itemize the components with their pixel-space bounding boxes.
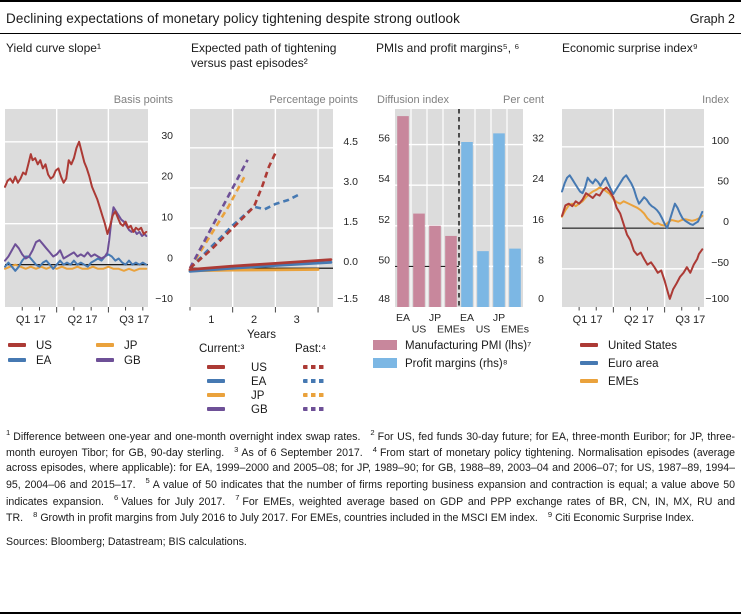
svg-text:3: 3	[293, 314, 300, 326]
footnote-7: $^7$ For EMEs, weighted average based on GDP and PPP exchange rates of BR, CN, IN, MX, RU and TR.	[6, 493, 735, 525]
ea-solid-swatch	[207, 379, 225, 382]
pmi-margins-chart	[370, 109, 556, 335]
svg-text:48: 48	[378, 293, 390, 305]
page-title: Declining expectations of monetary policy tightening despite strong outlook	[6, 11, 461, 26]
svg-text:EMEs: EMEs	[500, 323, 530, 335]
legend-item-margins: Profit margins (rhs)⁸	[373, 358, 556, 376]
legend-item-united-states: United States	[580, 340, 741, 358]
sources: Sources: Bloomberg; Datastream; BIS calculations.	[6, 535, 247, 548]
legend-item-gb: GB	[96, 355, 185, 367]
footnote-8: $^8$ Growth in profit margins from July 2016 to July 2017. For EMEs, countries included in the MSCI EM index.	[33, 509, 538, 525]
svg-text:30: 30	[161, 129, 173, 142]
svg-text:Q2 17: Q2 17	[67, 314, 98, 326]
svg-text:56: 56	[378, 132, 390, 145]
svg-text:US: US	[475, 323, 491, 335]
legend-item-euro-area: Euro area	[580, 358, 741, 376]
svg-text:54: 54	[378, 173, 390, 186]
footnote-1: $^1$ Difference between one-year and one-month overnight index swap rates.	[6, 428, 361, 443]
legend-row-label-jp: JP	[251, 390, 265, 402]
svg-text:0.0: 0.0	[343, 256, 358, 269]
jp-dashed-swatch-cell	[295, 390, 351, 402]
euro-line-swatch	[580, 361, 598, 364]
legend-item-emes: EMEs	[580, 376, 741, 394]
legend-pmi-margins	[370, 340, 556, 376]
svg-text:JP: JP	[492, 312, 506, 324]
unit-label-right: Index	[702, 94, 729, 106]
svg-text:−100: −100	[705, 293, 729, 305]
us-dashed-swatch-cell	[295, 362, 351, 374]
us-solid-swatch-cell	[199, 362, 251, 374]
svg-text:Q2 17: Q2 17	[624, 314, 654, 326]
us-line-swatch	[580, 343, 598, 346]
svg-text:10: 10	[161, 211, 173, 224]
unit-label-right: Basis points	[113, 94, 173, 106]
legend-row-label-ea: EA	[251, 376, 267, 388]
us-dashed-swatch	[303, 365, 324, 368]
legend-yield-curve	[0, 340, 185, 367]
legend-header-past: Past:⁴	[295, 343, 327, 355]
footnote-3: $^3$ As of 6 September 2017.	[234, 444, 363, 460]
panel-title: Yield curve slope¹	[6, 41, 101, 55]
yield-curve-chart	[0, 109, 185, 335]
svg-text:32: 32	[532, 132, 544, 145]
gb-line-swatch	[96, 358, 114, 361]
svg-text:16: 16	[532, 213, 544, 226]
title-bar	[0, 2, 741, 34]
ea-line-swatch	[8, 358, 26, 361]
gb-dashed-swatch	[303, 407, 324, 410]
panel-title: Economic surprise index⁹	[562, 41, 698, 55]
footnote-4: $^4$ From start of monetary policy tightening. Normalisation episodes (average across episodes, where applicable): for EA, 1999–2000 and 2005–08; for JP, 1989–90; for GB, 1988–89, 2003–04 and 2006–07; for US, 1987–89, 1994–95, 2004–06 and 2015–17.	[6, 444, 735, 492]
svg-text:Q1 17: Q1 17	[15, 314, 46, 326]
expected-path-chart	[185, 109, 370, 335]
svg-text:−10: −10	[155, 293, 173, 305]
ea-solid-swatch-cell	[199, 376, 251, 388]
graph-number-label: Graph 2	[689, 12, 735, 26]
svg-text:−50: −50	[711, 256, 729, 269]
svg-text:Q3 17: Q3 17	[675, 314, 706, 326]
ea-dashed-swatch-cell	[295, 376, 351, 388]
unit-label-right: Percentage points	[269, 94, 358, 106]
svg-text:0: 0	[723, 216, 729, 229]
legend-item-jp: JP	[96, 340, 185, 352]
legend-row-label-gb: GB	[251, 404, 268, 416]
panel-title: PMIs and profit margins⁵, ⁶	[376, 41, 520, 55]
legend-header-current: Current:³	[199, 343, 245, 355]
footnotes	[6, 428, 735, 527]
svg-text:2: 2	[250, 314, 258, 326]
svg-text:EA: EA	[395, 312, 411, 324]
svg-text:8: 8	[538, 254, 544, 267]
svg-text:50: 50	[378, 254, 390, 267]
svg-text:EA: EA	[459, 312, 475, 324]
svg-text:Q1 17: Q1 17	[572, 314, 603, 326]
legend-item-us: US	[8, 340, 96, 352]
svg-text:24: 24	[532, 173, 544, 186]
svg-text:JP: JP	[428, 312, 442, 324]
legend-row-label-us: US	[251, 362, 267, 374]
legend-item-pmi: Manufacturing PMI (lhs)⁷	[373, 340, 556, 358]
unit-label-right: Per cent	[503, 94, 544, 106]
legend-current-past	[199, 343, 370, 416]
panel-title: Expected path of tightening versus past episodes²	[191, 41, 337, 71]
svg-text:20: 20	[161, 170, 173, 183]
svg-text:1.5: 1.5	[343, 216, 358, 229]
jp-solid-swatch	[207, 393, 225, 396]
panel-yield-curve-slope	[0, 41, 185, 416]
pmi-bar-swatch	[373, 340, 397, 350]
svg-text:100: 100	[711, 134, 729, 147]
svg-text:1: 1	[208, 314, 215, 326]
emes-line-swatch	[580, 379, 598, 382]
svg-text:50: 50	[717, 175, 729, 188]
unit-label-left: Diffusion index	[377, 94, 449, 106]
panel-pmi-profit-margins	[370, 41, 556, 416]
gb-solid-swatch	[207, 407, 225, 410]
gb-solid-swatch-cell	[199, 404, 251, 416]
svg-text:3.0: 3.0	[343, 175, 358, 188]
jp-line-swatch	[96, 343, 114, 346]
jp-solid-swatch-cell	[199, 390, 251, 402]
surprise-index-chart	[556, 109, 741, 335]
x-axis-title-years: Years	[247, 329, 276, 341]
footnote-5: $^5$ A value of 50 indicates that the number of firms reporting business expansion and contraction is equal; a value above 50 indicates expansion.	[6, 476, 735, 508]
svg-text:−1.5: −1.5	[337, 293, 358, 305]
legend-item-ea: EA	[8, 355, 96, 367]
legend-surprise	[556, 340, 741, 394]
footnote-2: $^2$ For US, fed funds 30-day future; for EA, three-month Euribor; for JP, three-month euroyen Tibor; for GB, 90-day sterling.	[6, 428, 735, 460]
panel-expected-path	[185, 41, 370, 416]
us-line-swatch	[8, 343, 26, 346]
svg-text:52: 52	[378, 213, 390, 226]
panels-row	[0, 41, 741, 416]
svg-text:4.5: 4.5	[343, 135, 358, 148]
svg-text:US: US	[411, 323, 427, 335]
ea-dashed-swatch	[303, 379, 324, 382]
footnote-9: $^9$ Citi Economic Surprise Index.	[547, 509, 695, 525]
us-solid-swatch	[207, 365, 225, 368]
svg-text:EMEs: EMEs	[436, 323, 466, 335]
gb-dashed-swatch-cell	[295, 404, 351, 416]
panel-economic-surprise	[556, 41, 741, 416]
margins-bar-swatch	[373, 358, 397, 368]
svg-text:Q3 17: Q3 17	[119, 314, 150, 326]
jp-dashed-swatch	[303, 393, 324, 396]
svg-text:0: 0	[167, 252, 173, 265]
svg-text:0: 0	[538, 293, 544, 305]
footnote-6: $^6$ Values for July 2017.	[113, 493, 226, 508]
